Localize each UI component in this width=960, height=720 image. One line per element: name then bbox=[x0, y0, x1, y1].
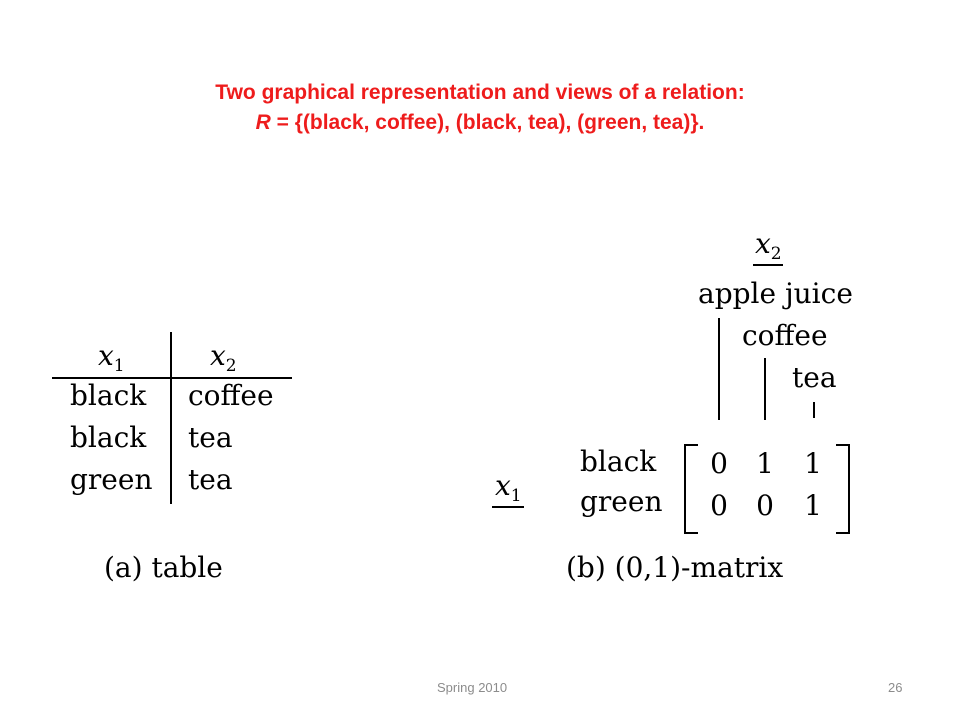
matrix-column-label: apple juice bbox=[698, 277, 853, 310]
matrix-column-label: tea bbox=[792, 361, 837, 394]
matrix-right-bracket bbox=[836, 444, 850, 534]
column-variable-rule bbox=[753, 264, 783, 266]
row-variable-rule bbox=[492, 506, 524, 508]
column-leader-line bbox=[764, 358, 766, 420]
title-line-2 bbox=[0, 108, 960, 138]
column-leader-line bbox=[813, 402, 815, 418]
table-cell: tea bbox=[188, 463, 233, 496]
table-cell: tea bbox=[188, 421, 233, 454]
matrix-cell: 0 bbox=[710, 447, 728, 480]
matrix-cell: 1 bbox=[756, 447, 774, 480]
matrix-cell: 1 bbox=[804, 447, 822, 480]
matrix-cell: 1 bbox=[804, 489, 822, 522]
column-leader-line bbox=[718, 318, 720, 420]
table-cell: black bbox=[70, 379, 147, 412]
table-cell: black bbox=[70, 421, 147, 454]
matrix-cell: 0 bbox=[710, 489, 728, 522]
matrix-caption: (b) (0,1)-matrix bbox=[566, 551, 784, 584]
table-cell: coffee bbox=[188, 379, 274, 412]
relation-set: = {(black, coffee), (black, tea), (green, tea)}. bbox=[270, 111, 705, 134]
matrix-column-label: coffee bbox=[742, 319, 828, 352]
table-cell: green bbox=[70, 463, 153, 496]
footer-date: Spring 2010 bbox=[437, 680, 508, 695]
table-caption: (a) table bbox=[104, 551, 223, 584]
matrix-row-label: black bbox=[580, 445, 657, 478]
title-line-1: Two graphical representation and views of a relation: bbox=[215, 81, 745, 104]
matrix-column-variable: $x_2$ bbox=[755, 227, 782, 264]
matrix-cell: 0 bbox=[756, 489, 774, 522]
table-column-rule bbox=[170, 332, 172, 504]
matrix-row-variable: $x_1$ bbox=[495, 469, 522, 506]
page-number: 26 bbox=[888, 680, 903, 695]
relation-symbol: R bbox=[255, 111, 271, 134]
table-header-x1: $x_1$ bbox=[98, 339, 125, 376]
matrix-left-bracket bbox=[684, 444, 698, 534]
matrix-row-label: green bbox=[580, 485, 663, 518]
slide-title bbox=[0, 78, 960, 138]
table-header-x2: $x_2$ bbox=[210, 339, 237, 376]
